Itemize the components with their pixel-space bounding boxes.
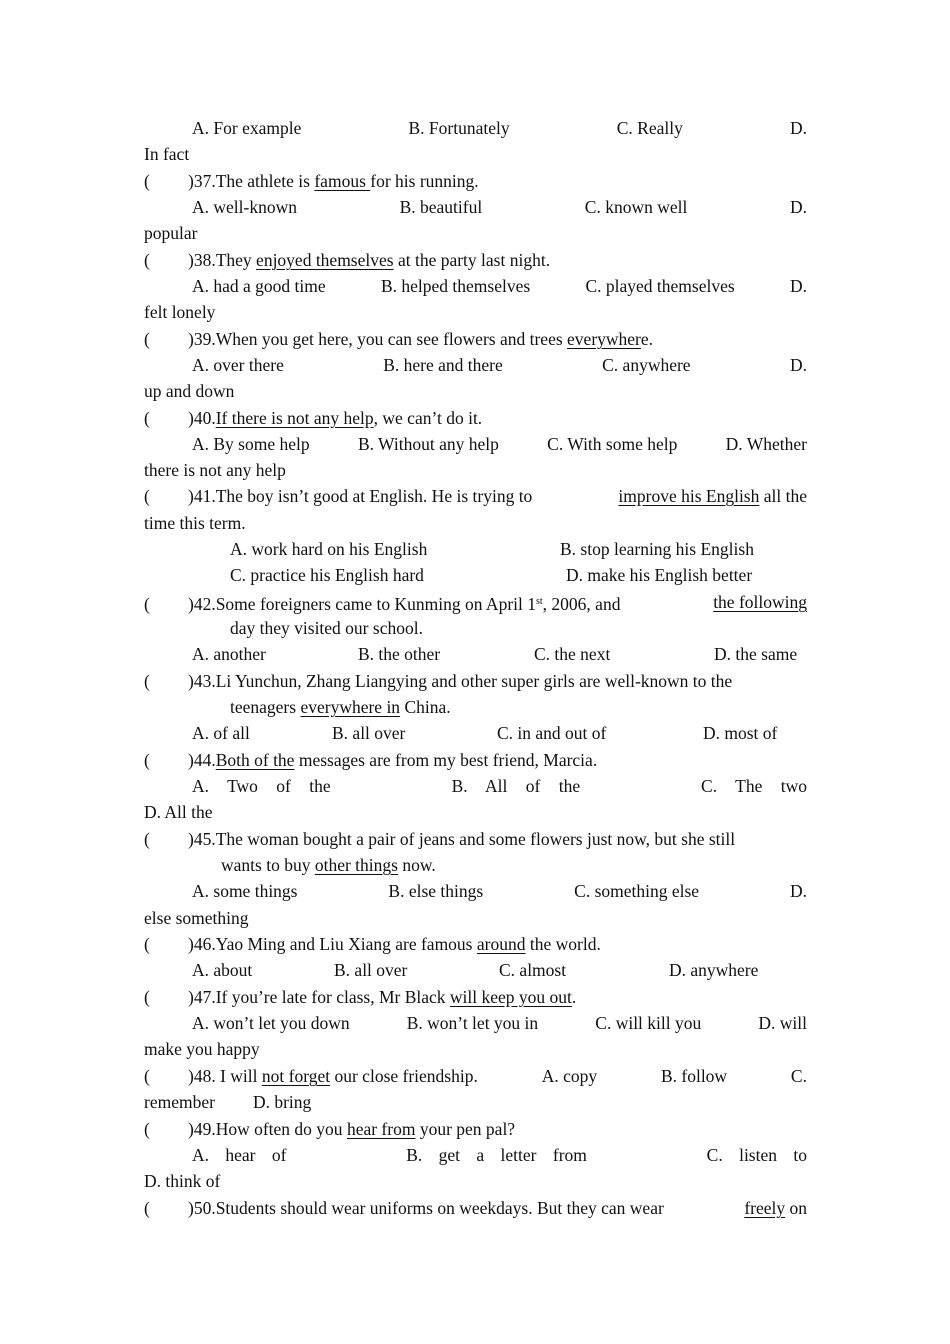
option: A. hear of [192, 1145, 287, 1165]
option: D. will [758, 1013, 807, 1033]
q40-options [192, 431, 807, 457]
answer-blank[interactable]: ( [144, 486, 150, 506]
q41-continued: time this term. [144, 513, 246, 533]
option: A. about [192, 960, 253, 980]
q45-options [192, 878, 807, 904]
underlined-phrase: other things [314, 855, 398, 875]
option: D. Whether [725, 434, 807, 454]
option: A. over there [192, 355, 284, 375]
option: B. all over [332, 723, 406, 743]
option: D. anywhere [669, 960, 759, 980]
q43-options [192, 720, 807, 746]
question-37: ( )37.The athlete is famous for his running. [144, 168, 807, 194]
q38-options [192, 273, 807, 299]
option: C. in and out of [497, 723, 607, 743]
option: B. won’t let you in [406, 1013, 539, 1033]
option: C. will kill you [595, 1013, 702, 1033]
q37-options [192, 194, 807, 220]
option: C. played themselves [585, 276, 735, 296]
question-44: ( )44.Both of the messages are from my best friend, Marcia. [144, 747, 807, 773]
option: A. Two of the [192, 776, 331, 796]
option: C. The two [701, 776, 807, 796]
option: C. [790, 1066, 807, 1086]
option: C. With some help [547, 434, 678, 454]
underlined-phrase: If there is not any help [215, 408, 374, 428]
q46-options [192, 957, 807, 983]
q37-option-continued: popular [144, 223, 198, 243]
option: A. By some help [192, 434, 310, 454]
option: D. make his English better [566, 565, 753, 585]
answer-blank[interactable]: ( [144, 671, 150, 691]
underlined-phrase: everywhere in [300, 697, 401, 717]
option: C. the next [534, 644, 611, 664]
question-50: ( )50.Students should wear uniforms on weekdays. But they can wear freely on [144, 1195, 807, 1221]
q47-option-continued: make you happy [144, 1039, 260, 1059]
underlined-phrase: improve his English [618, 486, 760, 506]
option: A. For example [192, 118, 302, 138]
q41-options-row-2 [230, 562, 790, 588]
underlined-phrase: enjoyed themselves [256, 250, 394, 270]
underlined-phrase: hear from [346, 1119, 416, 1139]
answer-blank[interactable]: ( [144, 750, 150, 770]
option: B. Fortunately [408, 118, 510, 138]
answer-blank[interactable]: ( [144, 594, 150, 614]
option: D. [789, 197, 807, 217]
q47-options [192, 1010, 807, 1036]
question-48: ( )48. I will not forget our close friendship. A. copy B. follow C. [144, 1063, 807, 1089]
question-46: ( )46.Yao Ming and Liu Xiang are famous around the world. [144, 931, 807, 957]
option: B. follow [660, 1066, 728, 1086]
option: D. [789, 881, 807, 901]
option: C. something else [574, 881, 700, 901]
option: A. won’t let you down [192, 1013, 350, 1033]
underlined-phrase: Both of the [215, 750, 295, 770]
option: C. listen to [706, 1145, 807, 1165]
underlined-phrase: the following [713, 592, 807, 612]
option: D. [789, 276, 807, 296]
underlined-phrase: famous [314, 171, 371, 191]
option: B. Without any help [357, 434, 499, 454]
q36-option-continued: In fact [144, 144, 190, 164]
q49-options [192, 1142, 807, 1168]
answer-blank[interactable]: ( [144, 934, 150, 954]
option: A. of all [192, 723, 250, 743]
q42-continued: day they visited our school. [230, 618, 423, 638]
option: D. most of [703, 723, 778, 743]
answer-blank[interactable]: ( [144, 987, 150, 1007]
option: B. all over [334, 960, 408, 980]
option: B. get a letter from [406, 1145, 587, 1165]
answer-blank[interactable]: ( [144, 408, 150, 428]
question-49: ( )49.How often do you hear from your pen pal? [144, 1116, 807, 1142]
q42-options [192, 641, 807, 667]
option: D. [789, 355, 807, 375]
underlined-phrase: everywher [567, 329, 641, 349]
answer-blank[interactable]: ( [144, 250, 150, 270]
option: B. All of the [451, 776, 581, 796]
answer-blank[interactable]: ( [144, 329, 150, 349]
option: B. stop learning his English [560, 539, 754, 559]
question-45: ( )45.The woman bought a pair of jeans and some flowers just now, but she still [144, 826, 807, 852]
option: B. here and there [383, 355, 503, 375]
question-39: ( )39.When you get here, you can see flowers and trees everywhere. [144, 326, 807, 352]
underlined-phrase: freely [744, 1198, 786, 1218]
answer-blank[interactable]: ( [144, 1198, 150, 1218]
q36-options [192, 115, 807, 141]
q40-option-continued: there is not any help [144, 460, 286, 480]
option: C. anywhere [602, 355, 691, 375]
option: B. beautiful [399, 197, 483, 217]
question-38: ( )38.They enjoyed themselves at the party last night. [144, 247, 807, 273]
q39-options [192, 352, 807, 378]
option: A. copy [541, 1066, 598, 1086]
underlined-phrase: around [476, 934, 526, 954]
q41-options-row-1 [230, 536, 790, 562]
underlined-phrase: not forget [261, 1066, 331, 1086]
option: C. practice his English hard [230, 565, 424, 585]
q49-option-continued: D. think of [144, 1171, 221, 1191]
q43-continued: teenagers everywhere in China. [230, 697, 451, 717]
answer-blank[interactable]: ( [144, 171, 150, 191]
question-47: ( )47.If you’re late for class, Mr Black will keep you out. [144, 984, 807, 1010]
option: D. [789, 118, 807, 138]
question-42: ( )42.Some foreigners came to Kunming on April 1st, 2006, and the following [144, 589, 807, 615]
q45-option-continued: else something [144, 908, 249, 928]
q44-option-continued: D. All the [144, 802, 213, 822]
q44-options [192, 773, 807, 799]
question-40: ( )40.If there is not any help, we can’t do it. [144, 405, 807, 431]
option: A. had a good time [192, 276, 326, 296]
option: C. almost [499, 960, 567, 980]
option: B. the other [358, 644, 441, 664]
question-41: ( )41.The boy isn’t good at English. He is trying to improve his English all the [144, 483, 807, 509]
q48-option-continued: remember D. bring [144, 1092, 312, 1112]
question-43: ( )43.Li Yunchun, Zhang Liangying and other super girls are well-known to the [144, 668, 807, 694]
answer-blank[interactable]: ( [144, 829, 150, 849]
option: D. the same [714, 644, 798, 664]
underlined-phrase: will keep you out [449, 987, 572, 1007]
option: A. well-known [192, 197, 297, 217]
option: A. some things [192, 881, 298, 901]
q39-option-continued: up and down [144, 381, 235, 401]
option: B. helped themselves [380, 276, 531, 296]
option: B. else things [388, 881, 484, 901]
option: A. another [192, 644, 266, 664]
option: C. Really [616, 118, 683, 138]
answer-blank[interactable]: ( [144, 1066, 150, 1086]
q38-option-continued: felt lonely [144, 302, 216, 322]
option: A. work hard on his English [230, 539, 428, 559]
q45-continued: wants to buy other things now. [221, 855, 436, 875]
answer-blank[interactable]: ( [144, 1119, 150, 1139]
option: C. known well [584, 197, 688, 217]
